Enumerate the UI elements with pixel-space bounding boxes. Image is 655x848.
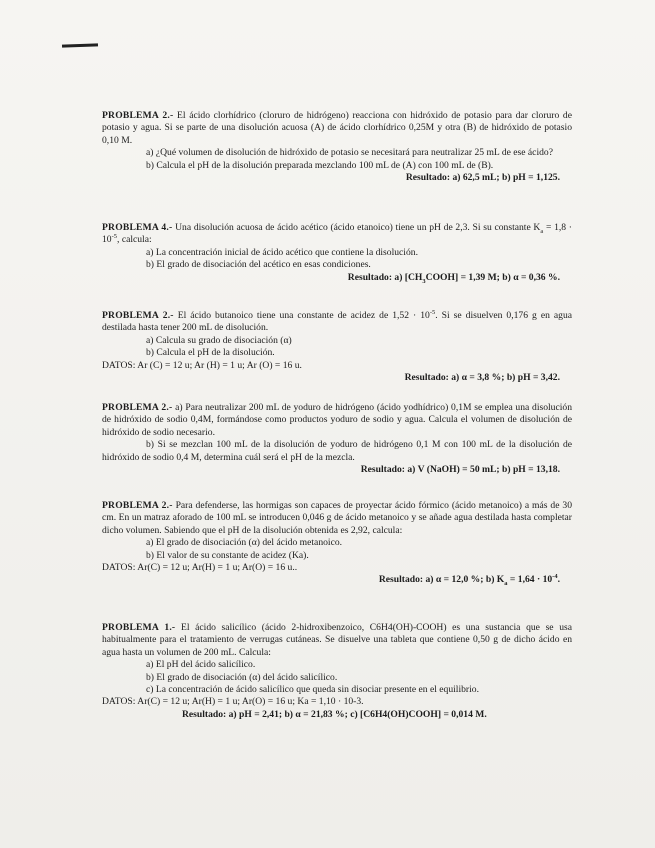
problem-statement bbox=[102, 310, 572, 335]
superscript: -5 bbox=[111, 233, 118, 241]
problem-item-b: b) Si se mezclan 100 mL de la disolución de yoduro de hidrógeno 0,1 M con 100 mL de la disolución de hidróxido de sodio 0,4 M, determina cuál será el pH de la mezcla. bbox=[102, 439, 572, 463]
statement-text: Para defenderse, las hormigas son capaces de proyectar ácido fórmico (ácido metanoico) a más de 30 cm. En un matraz aforado de 100 mL se introducen 0,046 g de ácido metanoico y se añade agua destilada hasta completar dicho volumen. Sabiendo que el pH de la disolución obtenida es 2,92, calcula: bbox=[102, 500, 572, 536]
problem-item-b: b) Calcula el pH de la disolución preparada mezclando 100 mL de (A) con 100 mL de (B). bbox=[146, 159, 494, 171]
problem-title: PROBLEMA 2.- bbox=[102, 110, 174, 121]
superscript: -5 bbox=[429, 308, 436, 316]
problem-item-b: b) El valor de su constante de acidez (Ka). bbox=[146, 549, 309, 561]
problem-block-2 bbox=[102, 222, 572, 284]
problem-result: Resultado: a) 62,5 mL; b) pH = 1,125. bbox=[405, 172, 560, 184]
problem-statement bbox=[102, 500, 572, 537]
problem-result bbox=[102, 272, 572, 284]
problem-item-a: a) ¿Qué volumen de disolución de hidróxido de potasio se necesitará para neutralizar 25 mL de ese ácido? bbox=[146, 147, 553, 159]
superscript: -4 bbox=[552, 573, 558, 581]
result-text: Resultado: a) α = 12,0 %; b) K bbox=[378, 574, 505, 586]
problem-block-6 bbox=[102, 622, 572, 721]
problem-title: PROBLEMA 2.- bbox=[102, 402, 173, 413]
statement-text: El ácido butanoico tiene una constante de acidez de 1,52 · 10 bbox=[177, 310, 430, 321]
problem-result bbox=[102, 574, 572, 586]
result-text: = 1,64 · 10 bbox=[507, 574, 553, 586]
pen-mark bbox=[62, 43, 98, 47]
problem-data: DATOS: Ar(C) = 12 u; Ar(H) = 1 u; Ar(O) = 16 u; Ka = 1,10 · 10-3. bbox=[102, 696, 364, 708]
statement-text: , calcula: bbox=[117, 234, 152, 246]
problem-statement bbox=[102, 222, 572, 247]
problem-data: DATOS: Ar(C) = 12 u; Ar(H) = 1 u; Ar(O) = 16 u.. bbox=[102, 562, 298, 574]
problem-item-b: b) Calcula el pH de la disolución. bbox=[146, 347, 275, 359]
subscript: a bbox=[504, 580, 508, 588]
problem-item-a: a) Calcula su grado de disociación (α) bbox=[146, 334, 292, 346]
problem-title: PROBLEMA 4.- bbox=[102, 222, 173, 233]
statement-text: El ácido clorhídrico (cloruro de hidrógeno) reacciona con hidróxido de potasio para dar cloruro de potasio y agua. Si se parte de una disolución acuosa (A) de ácido clorhídrico 0,25M y otra (B) de hidróxido de potasio 0,10 M. bbox=[102, 110, 572, 146]
subscript: 3 bbox=[422, 277, 426, 285]
problem-statement bbox=[102, 402, 572, 439]
problem-item-b: b) El grado de disociación del acético en esas condiciones. bbox=[146, 259, 371, 271]
problem-item-b: b) El grado de disociación (α) del ácido salicílico. bbox=[146, 671, 338, 683]
statement-text: = 1,8 · 10 bbox=[102, 222, 572, 246]
problem-item-c: c) La concentración de ácido salicílico que queda sin disociar presente en el equilibrio. bbox=[146, 684, 479, 696]
statement-text: a) Para neutralizar 200 mL de yoduro de hidrógeno (ácido yodhídrico) 0,1M se emplea una disolución de hidróxido de sodio 0,4M, formándose como productos yoduro de sodio y agua. Calcula el volumen de disolución de hidróxido de sodio necesario. bbox=[102, 402, 572, 438]
problem-block-1 bbox=[102, 110, 572, 184]
problem-result: Resultado: a) α = 3,8 %; b) pH = 3,42. bbox=[404, 372, 560, 384]
statement-text: Una disolución acuosa de ácido acético (ácido etanoico) tiene un pH de 2,3. Si su constante K bbox=[175, 222, 541, 233]
problem-block-4 bbox=[102, 402, 572, 476]
problem-data: DATOS: Ar (C) = 12 u; Ar (H) = 1 u; Ar (O) = 16 u. bbox=[102, 359, 302, 371]
problem-result: Resultado: a) V (NaOH) = 50 mL; b) pH = 13,18. bbox=[360, 464, 560, 476]
statement-text: . Si se disuelven 0,176 g en agua destilada hasta tener 200 mL de disolución. bbox=[102, 310, 572, 334]
subscript: a bbox=[540, 227, 544, 235]
problem-title: PROBLEMA 1.- bbox=[102, 622, 176, 633]
problem-item-a: a) El grado de disociación (α) del ácido metanoico. bbox=[146, 537, 343, 549]
result-text: . bbox=[557, 574, 560, 586]
result-text: COOH] = 1,39 M; b) α = 0,36 %. bbox=[425, 271, 560, 283]
problem-result: Resultado: a) pH = 2,41; b) α = 21,83 %; c) [C6H4(OH)COOH] = 0,014 M. bbox=[182, 708, 487, 720]
problem-title: PROBLEMA 2.- bbox=[102, 310, 174, 321]
problem-item-a: a) La concentración inicial de ácido acético que contiene la disolución. bbox=[146, 246, 418, 258]
problem-statement bbox=[102, 110, 572, 147]
problem-block-3 bbox=[102, 310, 572, 384]
problem-block-5 bbox=[102, 500, 572, 587]
problem-statement bbox=[102, 622, 572, 659]
statement-text: El ácido salicílico (ácido 2-hidroxibenzoico, C6H4(OH)-COOH) es una sustancia que se usa habitualmente para el tratamiento de verrugas cutáneas. Se disuelve una tableta que contiene 0,50 g de dicho ácido en agua hasta un volumen de 200 mL. Calcula: bbox=[102, 622, 572, 658]
result-text: Resultado: a) [CH bbox=[347, 271, 423, 283]
problem-title: PROBLEMA 2.- bbox=[102, 500, 173, 511]
problem-item-a: a) El pH del ácido salicílico. bbox=[146, 659, 256, 671]
